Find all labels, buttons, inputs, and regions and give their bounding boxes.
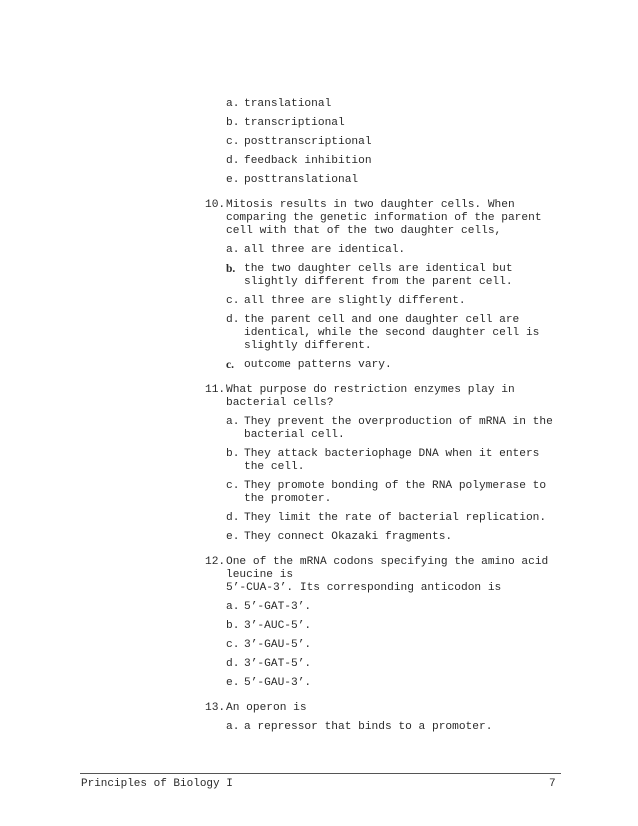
- option-item: [205, 244, 565, 257]
- option-text: They limit the rate of bacterial replication.: [244, 512, 547, 524]
- option-text: 5’-GAU-3’.: [244, 677, 312, 689]
- question-stem: [205, 384, 565, 410]
- option-text: translational: [244, 98, 332, 110]
- option-item: [205, 677, 565, 690]
- option-item: [205, 155, 565, 168]
- option-letter: c.: [226, 136, 240, 148]
- option-letter: c.: [226, 359, 234, 371]
- option-item: [205, 601, 565, 614]
- option-item: [205, 512, 565, 525]
- option-letter: b.: [226, 263, 236, 275]
- option-letter: c.: [226, 480, 240, 492]
- option-letter: d.: [226, 658, 240, 670]
- option-letter: d.: [226, 314, 240, 326]
- option-letter: e.: [226, 677, 240, 689]
- option-item: [205, 639, 565, 652]
- question-text: Mitosis results in two daughter cells. When comparing the genetic information of the parent cell with that of the two daughter cells,: [226, 199, 542, 237]
- question-12: [205, 556, 565, 690]
- option-letter: a.: [226, 601, 240, 613]
- option-letter: c.: [226, 295, 240, 307]
- footer-title: Principles of Biology I: [81, 778, 233, 790]
- option-text: 3’-GAU-5’.: [244, 639, 312, 651]
- option-text: transcriptional: [244, 117, 345, 129]
- option-letter: b.: [226, 117, 240, 129]
- question-number: 13.: [205, 702, 226, 714]
- option-letter: a.: [226, 244, 240, 256]
- option-letter: a.: [226, 98, 240, 110]
- question-list: [205, 98, 565, 740]
- question-number: 11.: [205, 384, 226, 396]
- option-letter: d.: [226, 512, 240, 524]
- prev-question-options: [205, 98, 565, 187]
- option-item: [205, 117, 565, 130]
- option-letter: d.: [226, 155, 240, 167]
- option-item: [205, 620, 565, 633]
- option-item: [205, 98, 565, 111]
- footer-divider: [80, 773, 561, 774]
- question-stem: [205, 556, 565, 595]
- option-text: 3’-AUC-5’.: [244, 620, 312, 632]
- question-10: [205, 199, 565, 372]
- option-item: [205, 314, 565, 353]
- question-text: One of the mRNA codons specifying the amino acid leucine is 5’-CUA-3’. Its corresponding anticodon is: [226, 556, 549, 594]
- option-text: They prevent the overproduction of mRNA in the bacterial cell.: [244, 416, 553, 441]
- question-number: 12.: [205, 556, 226, 568]
- option-letter: e.: [226, 174, 240, 186]
- question-13: [205, 702, 565, 734]
- option-item: [205, 448, 565, 474]
- option-letter: b.: [226, 448, 240, 460]
- option-text: posttranscriptional: [244, 136, 372, 148]
- option-text: all three are identical.: [244, 244, 406, 256]
- option-text: 3’-GAT-5’.: [244, 658, 312, 670]
- option-letter: b.: [226, 620, 240, 632]
- question-11: [205, 384, 565, 544]
- option-item: [205, 136, 565, 149]
- option-text: the two daughter cells are identical but slightly different from the parent cell.: [244, 263, 513, 288]
- option-text: posttranslational: [244, 174, 359, 186]
- option-text: They connect Okazaki fragments.: [244, 531, 453, 543]
- option-letter: c.: [226, 639, 240, 651]
- option-text: all three are slightly different.: [244, 295, 466, 307]
- option-text: They attack bacteriophage DNA when it enters the cell.: [244, 448, 540, 473]
- option-item: [205, 263, 565, 289]
- question-text: An operon is: [226, 702, 307, 714]
- option-text: They promote bonding of the RNA polymerase to the promoter.: [244, 480, 547, 505]
- option-item: [205, 531, 565, 544]
- question-number: 10.: [205, 199, 226, 211]
- question-text: What purpose do restriction enzymes play in bacterial cells?: [226, 384, 515, 409]
- option-letter: e.: [226, 531, 240, 543]
- question-stem: [205, 199, 565, 238]
- option-item: [205, 359, 565, 372]
- option-text: a repressor that binds to a promoter.: [244, 721, 493, 733]
- option-item: [205, 480, 565, 506]
- question-stem: [205, 702, 565, 715]
- option-item: [205, 174, 565, 187]
- option-item: [205, 416, 565, 442]
- option-text: the parent cell and one daughter cell are identical, while the second daughter cell is slightly different.: [244, 314, 540, 352]
- option-item: [205, 721, 565, 734]
- option-text: feedback inhibition: [244, 155, 372, 167]
- option-text: outcome patterns vary.: [244, 359, 392, 371]
- option-letter: a.: [226, 721, 240, 733]
- page-number: 7: [549, 778, 556, 790]
- option-text: 5’-GAT-3’.: [244, 601, 312, 613]
- option-item: [205, 295, 565, 308]
- option-letter: a.: [226, 416, 240, 428]
- option-item: [205, 658, 565, 671]
